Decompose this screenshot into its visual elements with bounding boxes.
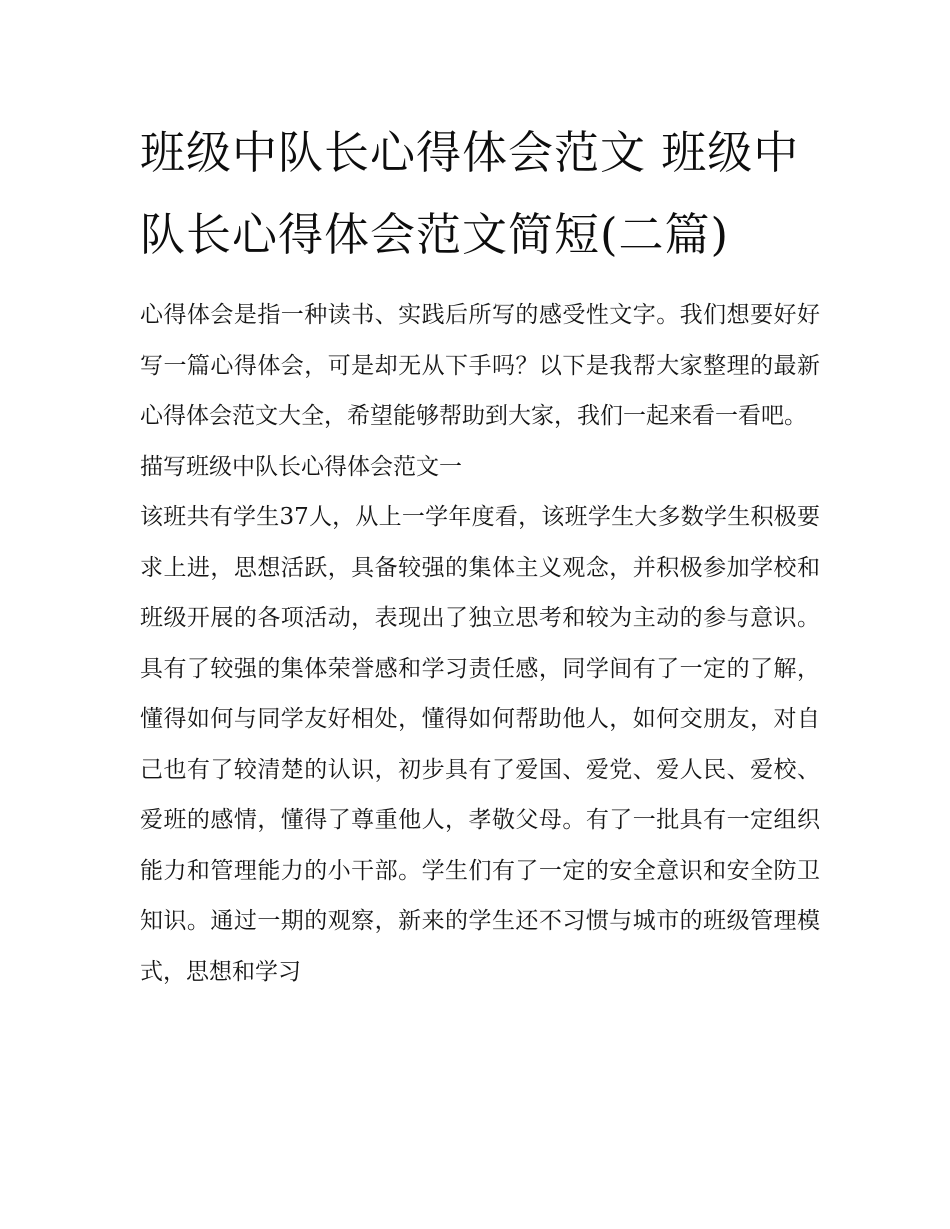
body-paragraph: 该班共有学生37人，从上一学年度看，该班学生大多数学生积极要求上进，思想活跃，具备较强的集体主义观念，并积极参加学校和班级开展的各项活动，表现出了独立思考和较为主动的参与意识。具有了较强的集体荣誉感和学习责任感，同学间有了一定的了解，懂得如何与同学友好相处，懂得如何帮助他人，如何交朋友，对自己也有了较清楚的认识，初步具有了爱国、爱党、爱人民、爱校、爱班的感情，懂得了尊重他人，孝敬父母。有了一批具有一定组织能力和管理能力的小干部。学生们有了一定的安全意识和安全防卫知识。通过一期的观察，新来的学生还不习惯与城市的班级管理模式，思想和学习 <box>140 504 820 985</box>
section-heading: 描写班级中队长心得体会范文一 <box>140 453 462 480</box>
intro-paragraph: 心得体会是指一种读书、实践后所写的感受性文字。我们想要好好写一篇心得体会，可是却无从下手吗？以下是我帮大家整理的最新心得体会范文大全，希望能够帮助到大家，我们一起来看一看吧。 <box>140 302 820 429</box>
document-page <box>140 112 820 997</box>
document-title: 班级中队长心得体会范文 班级中队长心得体会范文简短(二篇) <box>140 126 800 261</box>
